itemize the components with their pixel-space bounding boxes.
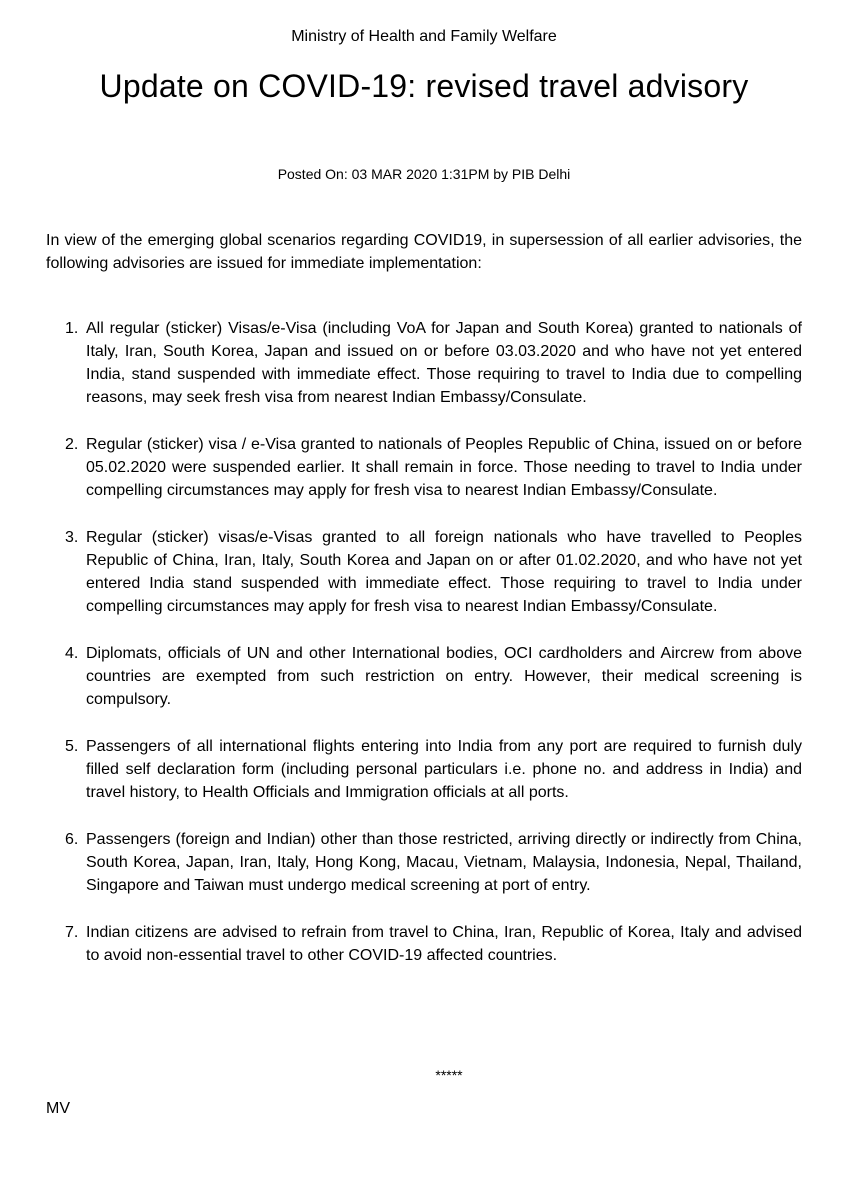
intro-paragraph: In view of the emerging global scenarios regarding COVID19, in supersession of all earlier advisories, the following advisories are issued for immediate implementation: (46, 232, 802, 272)
end-marker: ***** (435, 1067, 463, 1083)
item-text: Regular (sticker) visas/e-Visas granted to all foreign nationals who have travelled to Peoples Republic of China, Iran, Italy, South Korea and Japan on or after 01.02.2020, and who have not yet entered India stand suspended with immediate effect. Those requiring to travel to India under compelling circumstances may apply for fresh visa to nearest Indian Embassy/Consulate. (86, 529, 802, 615)
item-number: 6. (65, 831, 79, 848)
advisory-item (0, 921, 802, 967)
item-text: Passengers of all international flights entering into India from any port are required to furnish duly filled self declaration form (including personal particulars i.e. phone no. and address in India) and travel history, to Health Officials and Immigration officials at all ports. (86, 738, 802, 801)
item-number: 3. (65, 529, 79, 546)
advisory-item (0, 828, 802, 897)
advisory-item (0, 642, 802, 711)
item-text: Indian citizens are advised to refrain from travel to China, Iran, Republic of Korea, Italy and advised to avoid non-essential travel to other COVID-19 affected countries. (86, 924, 802, 964)
item-number: 1. (65, 320, 79, 337)
page-title: Update on COVID-19: revised travel advisory (99, 68, 749, 104)
advisory-item (0, 526, 802, 618)
advisory-item (0, 433, 802, 502)
item-number: 7. (65, 924, 79, 941)
item-number: 5. (65, 738, 79, 755)
posted-date: Posted On: 03 MAR 2020 1:31PM by PIB Delhi (277, 166, 571, 182)
advisory-list (0, 317, 848, 991)
author-initials: MV (46, 1100, 70, 1117)
ministry-name: Ministry of Health and Family Welfare (291, 28, 557, 45)
item-text: All regular (sticker) Visas/e-Visa (including VoA for Japan and South Korea) granted to nationals of Italy, Iran, South Korea, Japan and issued on or before 03.03.2020 and who have not yet entered India, stand suspended with immediate effect. Those requiring to travel to India due to compelling reasons, may seek fresh visa from nearest Indian Embassy/Consulate. (86, 320, 802, 406)
item-text: Regular (sticker) visa / e-Visa granted to nationals of Peoples Republic of China, issued on or before 05.02.2020 were suspended earlier. It shall remain in force. Those needing to travel to India under compelling circumstances may apply for fresh visa to nearest Indian Embassy/Consulate. (86, 436, 802, 499)
item-text: Passengers (foreign and Indian) other than those restricted, arriving directly or indirectly from China, South Korea, Japan, Iran, Italy, Hong Kong, Macau, Vietnam, Malaysia, Indonesia, Nepal, Thailand, Singapore and Taiwan must undergo medical screening at port of entry. (86, 831, 802, 894)
item-text: Diplomats, officials of UN and other International bodies, OCI cardholders and Aircrew from above countries are exempted from such restriction on entry. However, their medical screening is compulsory. (86, 645, 802, 708)
advisory-item (0, 735, 802, 804)
advisory-item (0, 317, 802, 409)
item-number: 4. (65, 645, 79, 662)
item-number: 2. (65, 436, 79, 453)
